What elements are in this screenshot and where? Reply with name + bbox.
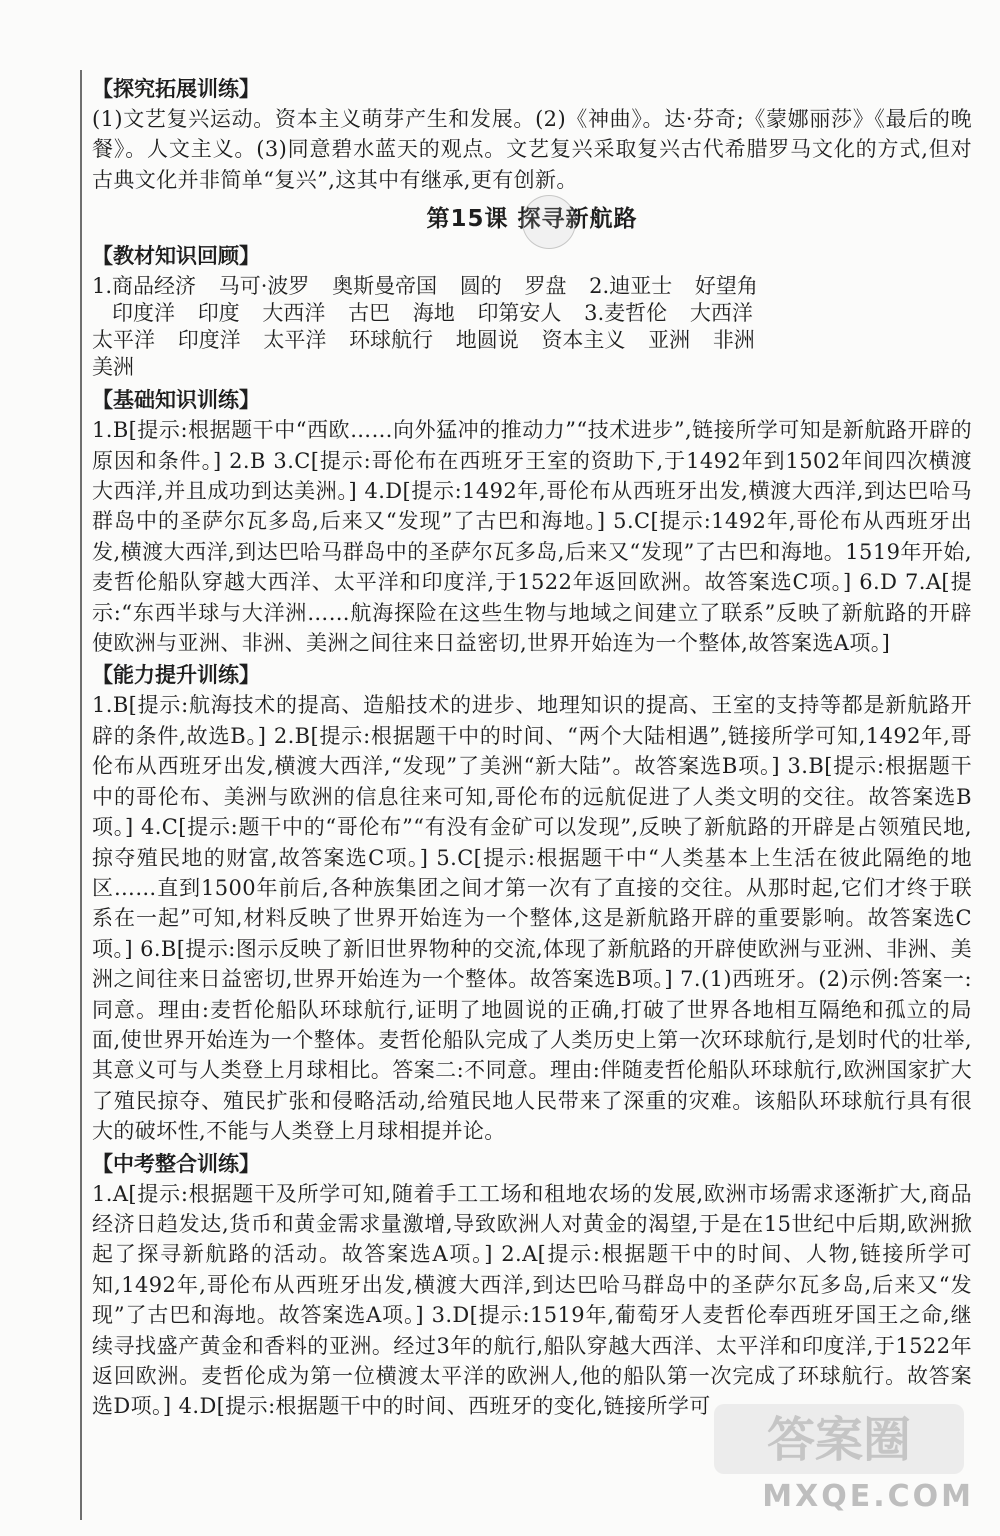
watermark-url: MXQE.COM bbox=[762, 1479, 974, 1514]
textbook-answer: 2.迪亚士 bbox=[589, 274, 673, 299]
textbook-heading: 【教材知识回顾】 bbox=[92, 244, 260, 269]
textbook-answer: 环球航行 bbox=[349, 328, 434, 353]
textbook-line bbox=[92, 273, 972, 300]
watermark-logo-icon bbox=[714, 1404, 964, 1474]
basic-text: 1.B[提示:根据题干中“西欧……向外猛冲的推动力”“技术进步”,链接所学可知是新航路开辟的原因和条件。] 2.B 3.C[提示:哥伦布在西班牙王室的资助下,于1492年到1502年间四次横渡大西洋,并且成功到达美洲。] 4.D[提示:1492年,哥伦布从西班牙出发,横渡大西洋,到达巴哈马群岛中的圣萨尔瓦多岛,后来又“发现”了古巴和海地。] 5.C[提示:1492年,哥伦布从西班牙出发,横渡大西洋,到达巴哈马群岛中的圣萨尔瓦多岛,后来又“发现”了古巴和海地。1519年开始,麦哲伦船队穿越大西洋、太平洋和印度洋,于1522年返回欧洲。故答案选C项。] 6.D 7.A[提示:“东西半球与大洋洲……航海探险在这些生物与地域之间建立了联系”反映了新航路的开辟使欧洲与亚洲、非洲、美洲之间往来日益密切,世界开始连为一个整体,故答案选A项。] bbox=[92, 418, 972, 656]
textbook-answer: 大西洋 bbox=[262, 301, 326, 326]
textbook-answer: 地圆说 bbox=[455, 328, 519, 353]
textbook-answer: 1.商品经济 bbox=[92, 274, 197, 299]
textbook-answer: 非洲 bbox=[712, 328, 755, 353]
textbook-answer: 奥斯曼帝国 bbox=[332, 274, 438, 299]
ability-heading: 【能力提升训练】 bbox=[92, 663, 260, 688]
margin-rule bbox=[80, 70, 82, 1520]
explore-text: (1)文艺复兴运动。资本主义萌芽产生和发展。(2)《神曲》。达·芬奇;《蒙娜丽莎》《最后的晚餐》。人文主义。(3)同意碧水蓝天的观点。文艺复兴采取复兴古代希腊罗马文化的方式,但对古典文化并非简单“复兴”,这其中有继承,更有创新。 bbox=[92, 107, 972, 192]
basic-heading: 【基础知识训练】 bbox=[92, 388, 260, 413]
textbook-answer: 资本主义 bbox=[541, 328, 626, 353]
lesson-title bbox=[92, 199, 972, 239]
textbook-line bbox=[92, 327, 972, 354]
textbook-answer: 罗盘 bbox=[524, 274, 567, 299]
textbook-answer: 美洲 bbox=[92, 355, 134, 380]
seal-stamp bbox=[522, 195, 576, 249]
ability-text: 1.B[提示:航海技术的提高、造船技术的进步、地理知识的提高、王室的支持等都是新航路开辟的条件,故选B。] 2.B[提示:根据题干中的时间、“两个大陆相遇”,链接所学可知,1492年,哥伦布从西班牙出发,横渡大西洋,“发现”了美洲“新大陆”。故答案选B项。] 3.B[提示:根据题干中的哥伦布、美洲与欧洲的信息往来可知,哥伦布的远航促进了人类文明的交往。故答案选B项。] 4.C[提示:题干中的“哥伦布”“有没有金矿可以发现”,反映了新航路的开辟是占领殖民地,掠夺殖民地的财富,故答案选C项。] 5.C[提示:根据题干中“人类基本上生活在彼此隔绝的地区……直到1500年前后,各种族集团之间才第一次有了直接的交往。从那时起,它们才终于联系在一起”可知,材料反映了世界开始连为一个整体,这是新航路开辟的重要影响。故答案选C项。] 6.B[提示:图示反映了新旧世界物种的交流,体现了新航路的开辟使欧洲与亚洲、非洲、美洲之间往来日益密切,世界开始连为一个整体。故答案选B项。] 7.(1)西班牙。(2)示例:答案一:同意。理由:麦哲伦船队环球航行,证明了地圆说的正确,打破了世界各地相互隔绝和孤立的局面,使世界开始连为一个整体。麦哲伦船队完成了人类历史上第一次环球航行,是划时代的壮举,其意义可与人类登上月球相比。答案二:不同意。理由:伴随麦哲伦船队环球航行,欧洲国家扩大了殖民掠夺、殖民扩张和侵略活动,给殖民地人民带来了深重的灾难。该船队环球航行具有很大的破坏性,不能与人类登上月球相提并论。 bbox=[92, 693, 972, 1144]
textbook-answer: 印度洋 bbox=[112, 301, 175, 326]
exam-text: 1.A[提示:根据题干及所学可知,随着手工工场和租地农场的发展,欧洲市场需求逐渐扩大,商品经济日趋发达,货币和黄金需求量激增,导致欧洲人对黄金的渴望,于是在15世纪中后期,欧洲掀起了探寻新航路的活动。故答案选A项。] 2.A[提示:根据题干中的时间、人物,链接所学可知,1492年,哥伦布从西班牙出发,横渡大西洋,到达巴哈马群岛中的圣萨尔瓦多岛,后来又“发现”了古巴和海地。故答案选A项。] 3.D[提示:1519年,葡萄牙人麦哲伦奉西班牙国王之命,继续寻找盛产黄金和香料的亚洲。经过3年的航行,船队穿越大西洋、太平洋和印度洋,于1522年返回欧洲。麦哲伦成为第一位横渡太平洋的欧洲人,他的船队第一次完成了环球航行。故答案选D项。] 4.D[提示:根据题干中的时间、西班牙的变化,链接所学可 bbox=[92, 1181, 972, 1419]
textbook-answer: 印度 bbox=[197, 301, 240, 326]
watermark-logo-text: 答案圈 bbox=[766, 1412, 912, 1468]
textbook-answer: 太平洋 bbox=[92, 328, 155, 353]
exam-heading: 【中考整合训练】 bbox=[92, 1151, 260, 1176]
textbook-answer: 古巴 bbox=[348, 301, 391, 326]
textbook-answers bbox=[92, 273, 972, 381]
textbook-line bbox=[92, 300, 972, 327]
watermark-logo bbox=[714, 1404, 964, 1474]
textbook-answer: 亚洲 bbox=[648, 328, 691, 353]
textbook-answer: 印第安人 bbox=[477, 301, 562, 326]
answer-content bbox=[92, 72, 972, 1422]
textbook-answer: 马可·波罗 bbox=[218, 274, 310, 299]
textbook-answer: 圆的 bbox=[459, 274, 502, 299]
textbook-answer: 太平洋 bbox=[263, 328, 327, 353]
watermark bbox=[714, 1404, 974, 1514]
textbook-answer: 印度洋 bbox=[177, 328, 241, 353]
textbook-answer: 大西洋 bbox=[689, 301, 753, 326]
lesson-title-text: 第15课 探寻新航路 bbox=[426, 206, 638, 233]
textbook-answer: 海地 bbox=[412, 301, 455, 326]
explore-heading: 【探究拓展训练】 bbox=[92, 77, 260, 101]
textbook-answer: 好望角 bbox=[694, 274, 758, 299]
textbook-line bbox=[92, 354, 972, 381]
textbook-answer: 3.麦哲伦 bbox=[584, 301, 668, 326]
